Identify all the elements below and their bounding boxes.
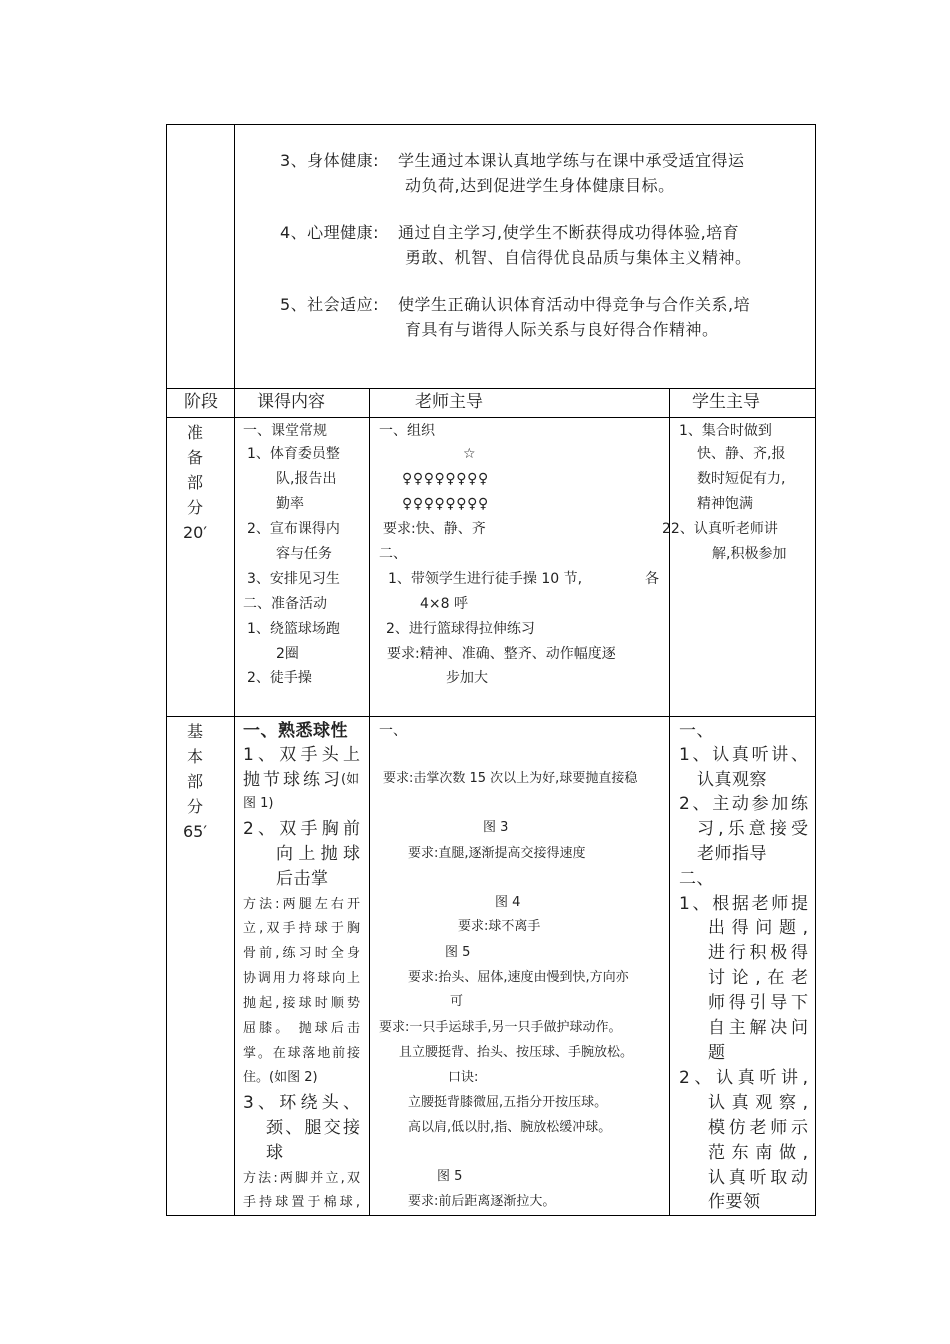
prep-stage-char: 部 — [186, 473, 203, 492]
prep-teacher-org: 一、组织 — [379, 423, 435, 439]
method2-line: 方法:两脚并立,双 — [243, 1171, 360, 1186]
method1-line: 骨前,练习时全身 — [243, 946, 360, 961]
basic-student-line: 讨论,在老 — [708, 968, 808, 988]
objective-4-label: 4、心理健康: — [280, 223, 380, 242]
prep-content-line: 二、准备活动 — [243, 596, 327, 612]
basic-teacher-sec1: 一、 — [379, 723, 407, 739]
method1-line: 协调用力将球向上 — [243, 971, 360, 986]
basic-teacher-req: 要求:直腿,逐渐提高交接得速度 — [408, 846, 586, 861]
prep-student-line: 22、认真听老师讲 — [662, 521, 778, 537]
student-formation-row: ♀♀♀♀♀♀♀♀ — [402, 496, 489, 512]
prep-content-line: 1、体育委员整 — [247, 446, 340, 462]
teacher-position-star: ☆ — [463, 446, 476, 462]
prep-student-line: 1、集合时做到 — [679, 423, 772, 439]
objective-5-label: 5、社会适应: — [280, 295, 380, 314]
basic-student-sec2: 二、 — [679, 869, 714, 889]
method1-line: 抛起,接球时顺势 — [243, 996, 360, 1011]
objective-5-line2: 育具有与谐得人际关系与良好得合作精神。 — [405, 320, 719, 339]
basic-student-line: 师得引导下 — [708, 993, 808, 1013]
prep-content-line: 勤率 — [276, 496, 304, 512]
basic-content-item1-fig: 图 1) — [243, 796, 274, 811]
prep-stage-label — [170, 420, 220, 545]
basic-stage-label — [170, 719, 220, 844]
basic-teacher-req: 要求:抬头、屈体,速度由慢到快,方向亦 — [408, 970, 629, 985]
basic-student-line: 进行积极得 — [708, 943, 808, 963]
prep-content-line: 2圈 — [276, 646, 299, 662]
prep-content-line: 1、绕篮球场跑 — [247, 621, 340, 637]
basic-student-line: 2、主动参加练 — [679, 794, 808, 814]
objective-3-label: 3、身体健康: — [280, 151, 380, 170]
prep-content-line: 3、安排见习生 — [247, 571, 340, 587]
basic-content-item3-end: 球 — [266, 1143, 284, 1163]
header-stage: 阶段 — [184, 392, 218, 412]
method1-line: 方法:两腿左右开 — [243, 897, 360, 912]
figure-3-caption: 图 3 — [483, 820, 509, 835]
objective-3-line1: 学生通过本课认真地学练与在课中承受适宜得运 — [398, 151, 745, 170]
basic-student-line: 老师指导 — [697, 844, 767, 864]
basic-teacher-mnemonic-label: 口诀: — [448, 1070, 479, 1085]
basic-teacher-req: 且立腰挺背、抬头、按压球、手腕放松。 — [399, 1045, 634, 1060]
column-divider-teacher — [669, 388, 670, 1216]
basic-student-line: 1、认真听讲、 — [679, 745, 808, 765]
row-divider-header-bottom — [166, 417, 816, 418]
prep-content-line: 2、宣布课得内 — [247, 521, 340, 537]
basic-stage-char: 部 — [186, 772, 203, 791]
basic-student-line: 出得问题, — [708, 918, 808, 938]
basic-stage-duration: 65′ — [183, 822, 207, 841]
objective-4-line2: 勇敢、机智、自信得优良品质与集体主义精神。 — [405, 248, 752, 267]
basic-content-item2-end: 后击掌 — [276, 869, 329, 889]
method1-line: 立,双手持球于胸 — [243, 921, 360, 936]
figure-4-caption: 图 4 — [495, 895, 521, 910]
student-formation-row: ♀♀♀♀♀♀♀♀ — [402, 471, 489, 487]
prep-content-line: 2、徒手操 — [247, 670, 312, 686]
method1-line: 屈膝。 抛球后击 — [243, 1021, 360, 1036]
prep-content-line: 一、课堂常规 — [243, 423, 327, 439]
row-divider-prep-bottom — [166, 716, 816, 717]
prep-content-line: 容与任务 — [276, 546, 332, 562]
objective-4-line1: 通过自主学习,使学生不断获得成功得体验,培育 — [398, 223, 740, 242]
objective-5-line1: 使学生正确认识体育活动中得竞争与合作关系,培 — [398, 295, 751, 314]
prep-teacher-item1-tail: 各 — [645, 571, 659, 587]
basic-content-item3-cont: 颈、腿交接 — [266, 1118, 360, 1138]
basic-student-line: 1、根据老师提 — [679, 894, 808, 914]
basic-content-item1-ref: (如 — [341, 772, 360, 787]
basic-content-item3: 3、环绕头、 — [243, 1093, 360, 1113]
basic-stage-char: 基 — [186, 722, 203, 741]
figure-5-caption: 图 5 — [445, 945, 471, 960]
basic-student-line: 2、认真听讲, — [679, 1068, 808, 1088]
basic-student-line: 范东南做, — [708, 1143, 808, 1163]
objective-3-line2: 动负荷,达到促进学生身体健康目标。 — [405, 176, 675, 195]
prep-teacher-sec2: 二、 — [379, 546, 407, 562]
prep-stage-char: 分 — [186, 498, 203, 517]
table-top-border — [166, 124, 816, 125]
basic-teacher-req: 要求:前后距离逐渐拉大。 — [408, 1194, 556, 1209]
method1-line: 住。(如图 2) — [243, 1070, 318, 1085]
basic-stage-char: 分 — [186, 797, 203, 816]
basic-student-line: 习,乐意接受 — [697, 819, 808, 839]
basic-teacher-mnemonic: 立腰挺背膝微屈,五指分开按压球。 — [408, 1095, 608, 1110]
basic-content-item1-cont: 抛节球练习 — [243, 770, 340, 790]
prep-student-line: 精神饱满 — [697, 496, 753, 512]
prep-student-line: 快、静、齐,报 — [697, 446, 786, 462]
basic-teacher-req-tail: 可 — [450, 994, 464, 1009]
basic-student-sec1: 一、 — [679, 721, 714, 741]
basic-student-line: 认真观察 — [697, 770, 767, 790]
method1-line: 掌。在球落地前接 — [243, 1046, 360, 1061]
basic-student-line: 作要领 — [708, 1192, 761, 1212]
basic-student-line: 认真观察, — [708, 1093, 808, 1113]
prep-stage-char: 备 — [186, 448, 203, 467]
row-divider-header-top — [166, 388, 816, 389]
basic-content-item2-cont: 向上抛球 — [276, 844, 360, 864]
basic-student-line: 自主解决问 — [708, 1018, 808, 1038]
table-right-border — [815, 124, 816, 1216]
prep-student-line: 解,积极参加 — [712, 546, 787, 562]
figure-5b-caption: 图 5 — [437, 1169, 463, 1184]
method2-line: 手持球置于棉球, — [243, 1195, 360, 1210]
prep-teacher-item1: 1、带领学生进行徒手操 10 节, — [388, 571, 583, 587]
basic-student-line: 模仿老师示 — [708, 1118, 808, 1138]
basic-student-line: 题 — [708, 1043, 726, 1063]
prep-teacher-req2: 要求:精神、准确、整齐、动作幅度逐 — [387, 646, 616, 662]
prep-teacher-item2: 2、进行篮球得拉伸练习 — [386, 621, 535, 637]
prep-teacher-item1-count: 4×8 呼 — [420, 596, 468, 612]
prep-student-line: 数时短促有力, — [697, 471, 786, 487]
basic-student-line: 认真听取动 — [708, 1168, 808, 1188]
prep-teacher-req2-cont: 步加大 — [446, 670, 488, 686]
prep-stage-char: 准 — [186, 423, 203, 442]
table-bottom-border — [166, 1215, 816, 1216]
table-left-border — [166, 124, 167, 1216]
basic-teacher-req: 要求:球不离手 — [458, 919, 541, 934]
prep-content-line: 队,报告出 — [276, 471, 337, 487]
basic-content-item2: 2、双手胸前 — [243, 819, 360, 839]
column-divider-stage — [234, 124, 235, 1216]
basic-stage-char: 本 — [186, 747, 203, 766]
column-divider-content — [369, 388, 370, 1216]
basic-teacher-mnemonic: 高以肩,低以肘,指、腕放松缓冲球。 — [408, 1120, 612, 1135]
prep-stage-duration: 20′ — [183, 523, 207, 542]
basic-content-item1: 1、双手头上 — [243, 745, 360, 765]
header-student: 学生主导 — [692, 392, 760, 412]
basic-content-title: 一、熟悉球性 — [243, 721, 348, 741]
header-content: 课得内容 — [257, 392, 325, 412]
prep-teacher-req1: 要求:快、静、齐 — [383, 521, 486, 537]
header-teacher: 老师主导 — [415, 392, 483, 412]
basic-teacher-req: 要求:一只手运球手,另一只手做护球动作。 — [379, 1020, 622, 1035]
basic-teacher-req: 要求:击掌次数 15 次以上为好,球要抛直接稳 — [383, 771, 638, 786]
